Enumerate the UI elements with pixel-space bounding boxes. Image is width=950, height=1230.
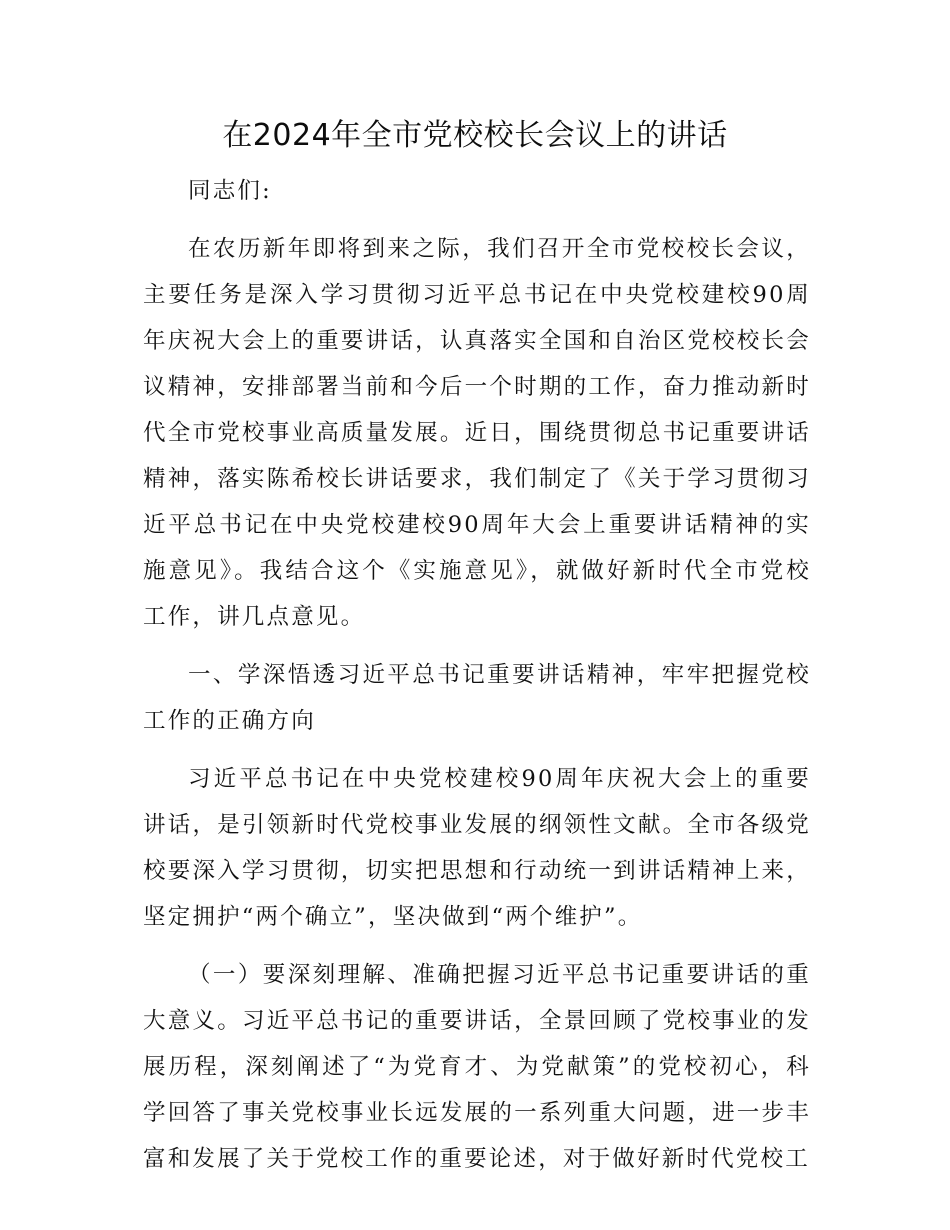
paragraph-subsection-1: （一）要深刻理解、准确把握习近平总书记重要讲话的重大意义。习近平总书记的重要讲话，全景回顾了党校事业的发展历程，深刻阐述了“为党育才、为党献策”的党校初心，科学回答了事关党校事业长远发展的一系列重大问题，进一步丰富和发展了关于党校工作的重要论述，对于做好新时代党校工 — [143, 962, 811, 1172]
salutation: 同志们: — [188, 178, 272, 204]
document-title: 在2024年全市党校校长会议上的讲话 — [222, 118, 728, 153]
paragraph-intro: 在农历新年即将到来之际，我们召开全市党校校长会议，主要任务是深入学习贯彻习近平总书记在中央党校建校90周年庆祝大会上的重要讲话，认真落实全国和自治区党校校长会议精神，安排部署当前和今后一个时期的工作，奋力推动新时代全市党校事业高质量发展。近日，围绕贯彻总书记重要讲话精神，落实陈希校长讲话要求，我们制定了《关于学习贯彻习近平总书记在中央党校建校90周年大会上重要讲话精神的实施意见》。我结合这个《实施意见》，就做好新时代全市党校工作，讲几点意见。 — [143, 236, 811, 630]
document-body — [143, 168, 811, 1182]
paragraph-section-1: 习近平总书记在中央党校建校90周年庆祝大会上的重要讲话，是引领新时代党校事业发展的纲领性文献。全市各级党校要深入学习贯彻，切实把思想和行动统一到讲话精神上来，坚定拥护“两个确立”，坚决做到“两个维护”。 — [143, 766, 811, 930]
section-heading-1: 一、学深悟透习近平总书记重要讲话精神，牢牢把握党校工作的正确方向 — [143, 662, 811, 734]
